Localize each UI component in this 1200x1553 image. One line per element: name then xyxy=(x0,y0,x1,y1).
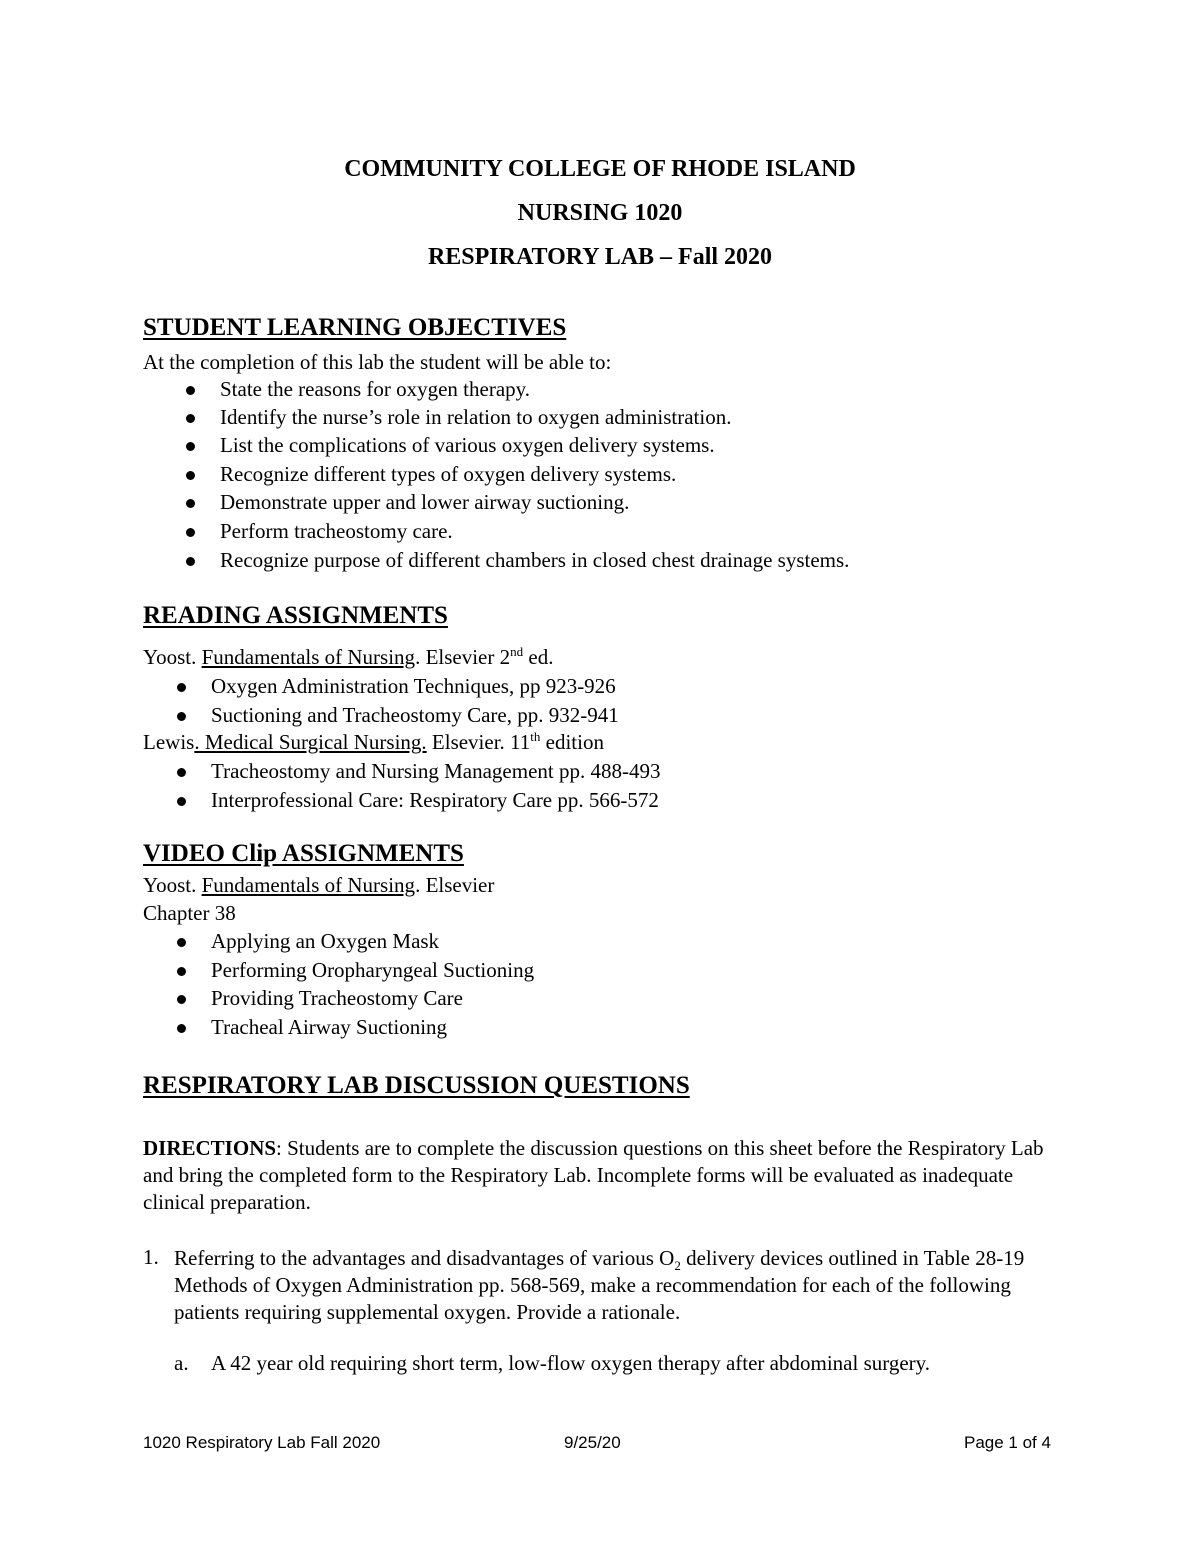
footer-page-number: Page 1 of 4 xyxy=(964,1433,1051,1452)
college-title: COMMUNITY COLLEGE OF RHODE ISLAND xyxy=(344,156,856,182)
directions-label: DIRECTIONS xyxy=(143,1136,277,1160)
objectives-intro: At the completion of this lab the student will be able to: xyxy=(143,350,612,374)
sub-question-letter: a. xyxy=(174,1351,189,1375)
bullet-icon xyxy=(186,442,195,451)
bullet-icon xyxy=(177,938,186,947)
bullet-icon xyxy=(186,557,195,566)
book-title: Fundamentals of Nursing xyxy=(201,873,416,897)
book-title: . Medical Surgical Nursing. xyxy=(194,730,427,754)
footer-date: 9/25/20 xyxy=(564,1433,621,1452)
bullet-icon xyxy=(186,528,195,537)
bullet-icon xyxy=(177,995,186,1004)
question-1: Referring to the advantages and disadvantages of various $O_2$ delivery devices outlined in Table 28-19 Methods of Oxygen Administration pp. 568-569, make a recommendation for each of the following patients requiring supplemental oxygen. Provide a rationale. xyxy=(174,1246,1025,1324)
video-heading: VIDEO Clip ASSIGNMENTS xyxy=(143,840,464,867)
objectives-heading: STUDENT LEARNING OBJECTIVES xyxy=(143,314,567,341)
bullet-icon xyxy=(186,386,195,395)
sub-question-a: A 42 year old requiring short term, low-flow oxygen therapy after abdominal surgery. xyxy=(211,1351,931,1375)
bullet-icon xyxy=(177,683,186,692)
bullet-icon xyxy=(186,471,195,480)
question-number: 1. xyxy=(143,1245,159,1269)
document-page: COMMUNITY COLLEGE OF RHODE ISLAND NURSING 1020 RESPIRATORY LAB – Fall 2020 STUDENT LEARNING OBJECTIVES At the completion of this lab the student will be able to: State the reasons for oxygen therapy. Identify the nurse’s role in relation to oxygen administration. List the complications of various oxygen delivery systems. Recognize different types of oxygen delivery systems. Demonstrate upper and lower airway suctioning. Perform tracheostomy care. Recognize purpose of different chambers in closed chest drainage systems. READING ASSIGNMENTS Yoost. Fundamentals of Nursing. Elsevier 2nd ed. Oxygen Administration Techniques, pp 923-926 Suctioning and Tracheostomy Care, pp. 932-941 Lewis. Medical Surgical Nursing. Elsevier. 11th edition Tracheostomy and Nursing Management pp. 488-493 Interprofessional Care: Respiratory Care pp. 566-572 VIDEO Clip ASSIGNMENTS Yoost. Fundamentals of Nursing. Elsevier Chapter 38 Applying an Oxygen Mask Performing Oropharyngeal Suctioning Providing Tracheostomy Care Tracheal Airway Suctioning RESPIRATORY LAB DISCUSSION QUESTIONS DIRECTIONS: Students are to complete the discussion questions on this sheet before the Respiratory Lab and bring the completed form to the Respiratory Lab. Incomplete forms will be evaluated as inadequate clinical preparation. 1. Referring to the advantages and disadvantages of various $O_2$ delivery devices outlined in Table 28-19 Methods of Oxygen Administration pp. 568-569, make a recommendation for each of the following patients requiring supplemental oxygen. Provide a rationale. a. A 42 year old requiring short term, low-flow oxygen therapy after abdominal surgery. 1020 Respiratory Lab Fall 2020 9/25/20 Page 1 of 4 xyxy=(0,0,1200,1553)
video-chapter: Chapter 38 xyxy=(143,901,236,925)
bullet-icon xyxy=(186,499,195,508)
bullet-icon xyxy=(177,967,186,976)
bullet-icon xyxy=(186,414,195,423)
directions-paragraph: DIRECTIONS: Students are to complete the discussion questions on this sheet before the Respiratory Lab and bring the completed form to the Respiratory Lab. Incomplete forms will be evaluated as inadequate clinical preparation. xyxy=(143,1136,1044,1214)
discussion-heading: RESPIRATORY LAB DISCUSSION QUESTIONS xyxy=(143,1072,690,1099)
video-book: Yoost. Fundamentals of Nursing. Elsevier xyxy=(143,873,495,897)
footer-left: 1020 Respiratory Lab Fall 2020 xyxy=(143,1433,381,1452)
bullet-icon xyxy=(177,797,186,806)
bullet-icon xyxy=(177,768,186,777)
book-title: Fundamentals of Nursing xyxy=(201,645,416,669)
lab-title: RESPIRATORY LAB – Fall 2020 xyxy=(427,244,773,270)
reading-heading: READING ASSIGNMENTS xyxy=(143,602,448,629)
course-title: NURSING 1020 xyxy=(517,200,683,226)
bullet-icon xyxy=(177,712,186,721)
bullet-icon xyxy=(177,1024,186,1033)
reading-book2: Lewis. Medical Surgical Nursing. Elsevier. 11th edition xyxy=(143,729,604,754)
reading-book1: Yoost. Fundamentals of Nursing. Elsevier 2nd ed. xyxy=(143,644,554,669)
